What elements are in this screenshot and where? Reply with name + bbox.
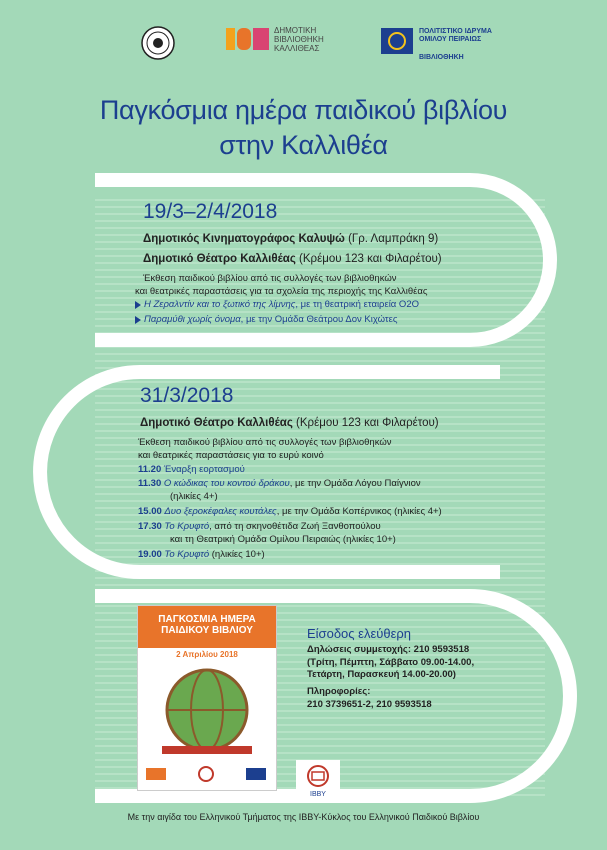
section1-desc2: και θεατρικές παραστάσεις για τα σχολεία της περιοχής της Καλλιθέας [135,286,428,297]
section2-venue-addr: (Κρέμου 123 και Φιλαρέτου) [296,417,439,429]
section2-venue-name: Δημοτικό Θέατρο Καλλιθέας [140,417,293,429]
bullet-arrow-icon [135,316,141,324]
event-title: Ο κώδικας του κοντού δράκου [163,478,290,489]
poster-date: 2 Απριλίου 2018 [176,650,238,659]
section1-venue1 [143,233,438,245]
section2-venue [140,417,439,429]
event-row [138,478,421,489]
event-title: Το Κρυφτό [164,521,210,532]
poster-header [138,606,276,648]
event-time: 15.00 [138,506,162,517]
ibby-logo-icon [296,760,340,800]
page-title-line1: Παγκόσμια ημέρα παιδικού βιβλίου [99,95,508,125]
footer-text: Με την αιγίδα του Ελληνικού Τμήματος της IBBY-Κύκλος του Ελληνικού Παιδικού Βιβλίου [127,812,480,822]
section1-item1-rest: , με τη θεατρική εταιρεία Ο2Ο [295,299,419,310]
event-row [138,464,245,475]
section1-venue1-addr: (Γρ. Λαμπράκη 9) [348,233,439,245]
globe-illustration-icon [152,662,262,758]
library-logo [226,26,324,57]
piot-logo-text: ΠΟΛΙΤΙΣΤΙΚΟ ΙΔΡΥΜΑ ΟΜΙΛΟΥ ΠΕΙΡΑΙΩΣ [419,28,492,43]
event-rest: , με την Ομάδα Λόγου Παίγνιον [289,478,421,489]
event-time: 19.00 [138,549,162,560]
piot-logo [381,28,492,61]
section2-date: 31/3/2018 [140,384,234,407]
event-title: Έναρξη εορτασμού [163,464,245,475]
event-row [138,506,442,517]
section1-item2 [144,314,397,325]
section1-venue2-name: Δημοτικό Θέατρο Καλλιθέας [143,253,296,265]
sponsor-logos-icon [146,762,268,786]
section1-venue2-addr: (Κρέμου 123 και Φιλαρέτου) [299,253,442,265]
event-title: Το Κρυφτό [164,549,210,560]
event-time: 11.20 [138,464,162,475]
section1-date: 19/3–2/4/2018 [143,200,278,223]
free-entry: Είσοδος ελεύθερη [307,626,412,641]
municipality-seal-icon [141,26,175,60]
section1-item2-title: Παραμύθι χωρίς όνομα [144,314,241,325]
piot-logo-sub: ΒΙΒΛΙΟΘΗΚΗ [419,54,464,61]
section1-item2-rest: , με την Ομάδα Θεάτρου Δον Κιχώτες [240,314,398,325]
event-rest: , από τη σκηνοθέτιδα Ζωή Ξανθοπούλου [209,521,381,532]
section1-item1 [144,299,419,310]
registration-text: Δηλώσεις συμμετοχής: 210 9593518 [307,644,470,655]
poster-title-line2: ΠΑΙΔΙΚΟΥ ΒΙΒΛΙΟΥ [161,625,253,636]
hours-line1: (Τρίτη, Πέμπτη, Σάββατο 09.00-14.00, [307,657,475,668]
event-extra: (ηλικίες 4+) [170,491,218,502]
event-row [138,549,265,560]
section1-venue2 [143,253,442,265]
poster-title-line1: ΠΑΓΚΟΣΜΙΑ ΗΜΕΡΑ [158,614,256,625]
section2-desc1: Έκθεση παιδικού βιβλίου από τις συλλογές των βιβλιοθηκών [138,437,392,448]
library-logo-text: ΔΗΜΟΤΙΚΗ ΒΙΒΛΙΟΘΗΚΗ ΚΑΛΛΙΘΕΑΣ [274,26,324,53]
section1-item1-title: Η Ζεραλντίν και το ξωτικό της λίμνης [144,299,296,310]
svg-text:IBBY: IBBY [310,791,326,798]
bullet-arrow-icon [135,301,141,309]
event-extra: και τη Θεατρική Ομάδα Ομίλου Πειραιώς (ηλικίες 10+) [170,534,396,545]
section1-desc1: Έκθεση παιδικού βιβλίου από τις συλλογές των βιβλιοθηκών [143,273,397,284]
piot-logo-icon [381,28,413,54]
event-title: Δυο ξεροκέφαλες κουτάλες [164,506,277,517]
ibk-logo-icon [226,26,270,52]
hours-line2: Τετάρτη, Παρασκευή 14.00-20.00) [307,669,456,680]
event-row [138,521,381,532]
event-rest: (ηλικίες 10+) [209,549,265,560]
section2-desc2: και θεατρικές παραστάσεις για το ευρύ κοινό [138,450,324,461]
section1-venue1-name: Δημοτικός Κινηματογράφος Καλυψώ [143,233,345,245]
event-poster-image [137,605,277,791]
page-title-line2: στην Καλλιθέα [219,130,388,160]
event-rest: , με την Ομάδα Κοπέρνικος (ηλικίες 4+) [276,506,442,517]
info-label: Πληροφορίες: [307,686,371,697]
event-time: 17.30 [138,521,162,532]
info-phones: 210 3739651-2, 210 9593518 [307,699,432,710]
event-time: 11.30 [138,478,162,489]
